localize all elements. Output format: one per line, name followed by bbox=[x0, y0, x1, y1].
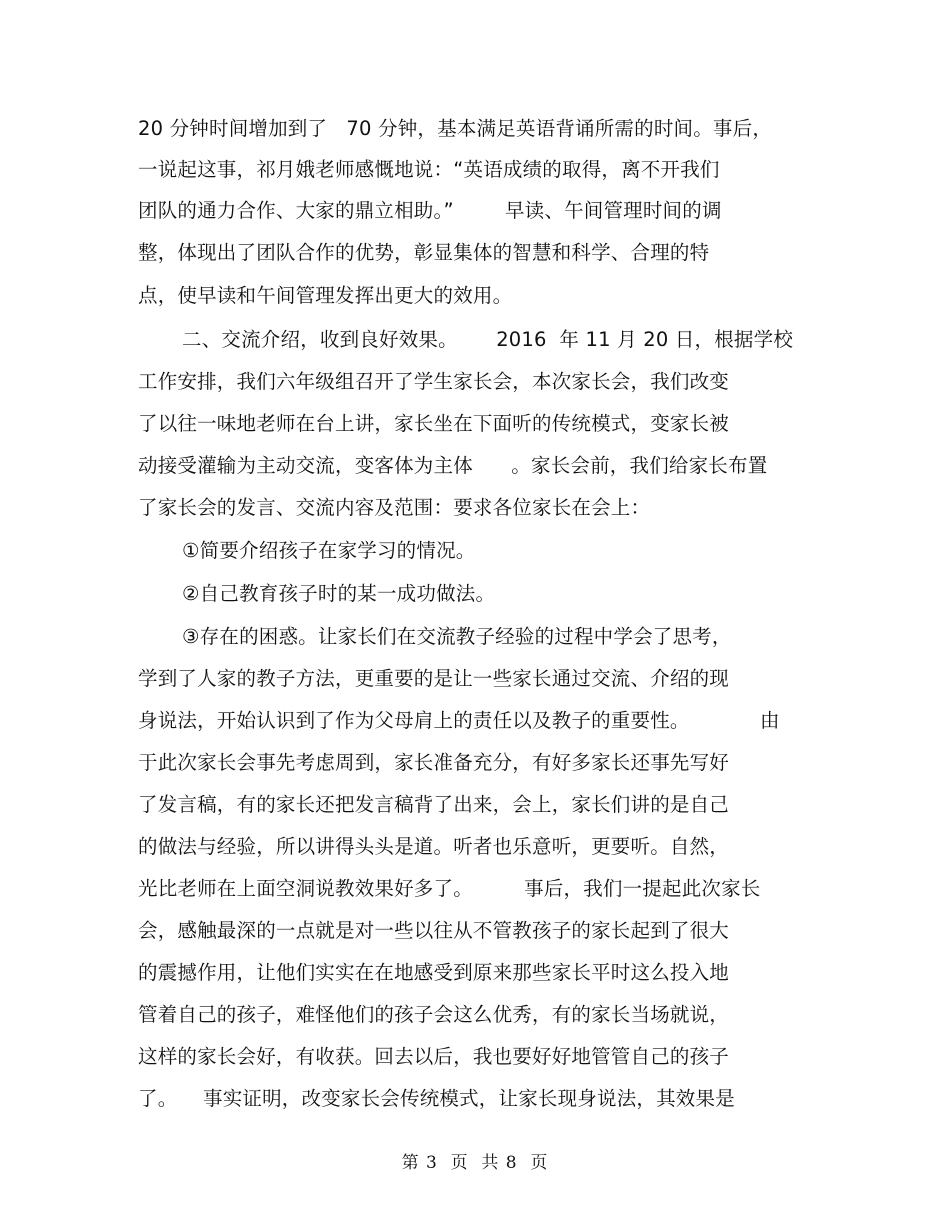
list-item: ①简要介绍孩子在家学习的情况。 bbox=[182, 539, 476, 562]
section-heading-line: 二、交流介绍，收到良好效果。 2016 年 11 月 20 日，根据学校 bbox=[182, 328, 794, 351]
text-line: 动接受灌输为主动交流，变客体为主体 。家长会前，我们给家长布置 bbox=[138, 454, 768, 477]
text-line: 了。 事实证明，改变家长会传统模式，让家长现身说法，其效果是 bbox=[138, 1087, 735, 1110]
text-line: 了发言稿，有的家长还把发言稿背了出来，会上，家长们讲的是自己 bbox=[138, 793, 730, 816]
page-number-footer: 第 3 页 共 8 页 bbox=[401, 1153, 549, 1173]
text-line: 20 分钟时间增加到了 70 分钟，基本满足英语背诵所需的时间。事后， bbox=[138, 117, 773, 140]
text-line: 光比老师在上面空洞说教效果好多了。 事后，我们一提起此次家长 bbox=[138, 877, 761, 900]
text-line: 身说法，开始认识到了作为父母肩上的责任以及教子的重要性。 由 bbox=[138, 709, 780, 732]
list-item: ③存在的困惑。让家长们在交流教子经验的过程中学会了思考， bbox=[182, 625, 732, 648]
text-line: 会，感触最深的一点就是对一些以往从不管教孩子的家长起到了很大 bbox=[138, 919, 730, 942]
text-line: 的做法与经验，所以讲得头头是道。听者也乐意听，更要听。自然， bbox=[138, 835, 730, 858]
text-line: 了家长会的发言、交流内容及范围：要求各位家长在会上： bbox=[138, 496, 651, 519]
text-line: 管着自己的孩子，难怪他们的孩子会这么优秀，有的家长当场就说， bbox=[138, 1003, 730, 1026]
list-item: ②自己教育孩子时的某一成功做法。 bbox=[182, 582, 496, 605]
text-line: 这样的家长会好，有收获。回去以后，我也要好好地管管自己的孩子 bbox=[138, 1045, 730, 1068]
text-line: 一说起这事，祁月娥老师感慨地说：“英语成绩的取得，离不开我们 bbox=[138, 158, 720, 181]
text-line: 的震撼作用，让他们实实在在地感受到原来那些家长平时这么投入地 bbox=[138, 961, 730, 984]
text-line: 团队的通力合作、大家的鼎立相助。” 早读、午间管理时间的调 bbox=[138, 199, 722, 222]
text-line: 学到了人家的教子方法，更重要的是让一些家长通过交流、介绍的现 bbox=[138, 667, 730, 690]
text-line: 了以往一味地老师在台上讲，家长坐在下面听的传统模式，变家长被 bbox=[138, 412, 730, 435]
text-line: 工作安排，我们六年级组召开了学生家长会，本次家长会，我们改变 bbox=[138, 370, 730, 393]
text-line: 于此次家长会事先考虑周到，家长准备充分，有好多家长还事先写好 bbox=[138, 751, 730, 774]
text-line: 整，体现出了团队合作的优势，彰显集体的智慧和科学、合理的特 bbox=[138, 241, 710, 264]
text-line: 点，使早读和午间管理发挥出更大的效用。 bbox=[138, 284, 513, 307]
